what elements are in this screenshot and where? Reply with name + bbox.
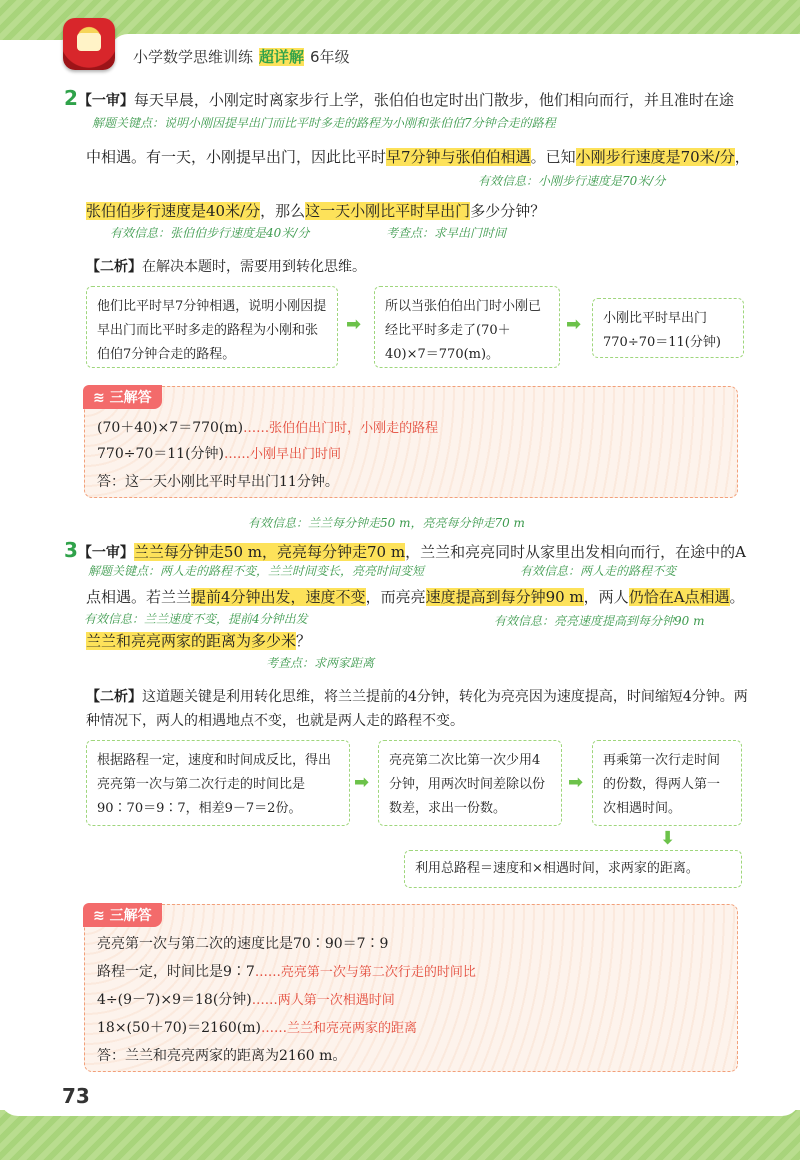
q2-line-3: 张伯伯步行速度是40米/分，那么这一天小刚比平时早出门多少分钟？ (86, 202, 546, 220)
q3-line-3: 兰兰和亮亮两家的距离为多少米？ (86, 632, 312, 650)
book-logo-icon (63, 18, 115, 70)
q3-annotation-distance: 有效信息：两人走的路程不变 (520, 564, 677, 578)
q2-annotation-key: 解题关键点：说明小刚因提早出门而比平时多走的路程为小刚和张伯伯7分钟合走的路程 (92, 116, 556, 130)
arrow-down-icon: ⬇ (660, 828, 676, 849)
q3-analysis-box-4: 利用总路程＝速度和×相遇时间，求两家的距离。 (404, 850, 742, 888)
q3-number: 3 (64, 538, 78, 562)
q3-answer-line-5: 答：兰兰和亮亮两家的距离为2160 m。 (97, 1048, 347, 1064)
q3-analysis-box-3: 再乘第一次行走时间的份数，得两人第一次相遇时间。 (592, 740, 742, 826)
q2-line-2: 中相遇。有一天，小刚提早出门，因此比平时早7分钟与张伯伯相遇。已知小刚步行速度是70米/分， (86, 148, 750, 166)
q3-answer-line-4: 18×(50＋70)＝2160(m)……兰兰和亮亮两家的距离 (97, 1020, 417, 1036)
q3-answer-line-3: 4÷(9－7)×9＝18(分钟)……两人第一次相遇时间 (97, 992, 395, 1008)
q2-line-1: 2【一审】每天早晨，小刚定时离家步行上学，张伯伯也定时出门散步，他们相向而行，并且准时在途 (64, 86, 734, 110)
q2-number: 2 (64, 86, 78, 110)
q2-answer-tab: ≋ 三解答 (83, 385, 162, 409)
q3-annotation-key: 解题关键点：两人走的路程不变，兰兰时间变长，亮亮时间变短 (88, 564, 425, 578)
q3-answer-panel (84, 904, 738, 1072)
header-title (133, 46, 350, 67)
q3-answer-line-1: 亮亮第一次与第二次的速度比是70∶90＝7∶9 (97, 936, 389, 952)
arrow-right-icon: ➡ (566, 314, 582, 335)
q2-analysis-box-1: 他们比平时早7分钟相遇，说明小刚因提早出门而比平时多走的路程为小刚和张伯伯7分钟合走的路程。 (86, 286, 338, 368)
q2-answer-panel (84, 386, 738, 498)
q3-analysis-line-2: 种情况下，两人的相遇地点不变，也就是两人走的路程不变。 (86, 713, 464, 729)
q3-annotation-lanlan: 有效信息：兰兰速度不变，提前4分钟出发 (84, 612, 308, 626)
arrow-right-icon: ➡ (354, 772, 370, 793)
arrow-right-icon: ➡ (346, 314, 362, 335)
q3-analysis-box-2: 亮亮第二次比第一次少用4分钟，用两次时间差除以份数差，求出一份数。 (378, 740, 562, 826)
q3-answer-tab: ≋ 三解答 (83, 903, 162, 927)
edition-label: 超详解 (259, 48, 305, 66)
q3-annotation-liangliang: 有效信息：亮亮速度提高到每分钟90 m (494, 614, 705, 628)
page-number: 73 (62, 1084, 90, 1108)
book-title: 小学数学思维训练 (133, 48, 254, 66)
grade-label: 6年级 (310, 48, 350, 66)
q2-tag: 【一审】 (77, 93, 134, 109)
q2-annotation-speed: 有效信息：小刚步行速度是70米/分 (478, 174, 666, 188)
q3-annotation-speeds: 有效信息：兰兰每分钟走50 m，亮亮每分钟走70 m (248, 516, 525, 530)
q3-annotation-focus: 考查点：求两家距离 (266, 656, 375, 670)
q2-answer-line-1: (70＋40)×7＝770(m)……张伯伯出门时，小刚走的路程 (97, 420, 439, 436)
q3-answer-line-2: 路程一定，时间比是9∶7……亮亮第一次与第二次行走的时间比 (97, 964, 476, 980)
q2-annotation-focus: 考查点：求早出门时间 (386, 226, 507, 240)
arrow-right-icon: ➡ (568, 772, 584, 793)
q2-analysis-box-2: 所以当张伯伯出门时小刚已经比平时多走了(70＋40)×7＝770(m)。 (374, 286, 560, 368)
q3-analysis-box-1: 根据路程一定，速度和时间成反比，得出亮亮第一次与第二次行走的时间比是90∶70＝9∶7，相差9－7＝2份。 (86, 740, 350, 826)
bottom-white-edge (0, 1098, 800, 1116)
q2-answer-line-3: 答：这一天小刚比平时早出门11分钟。 (97, 474, 339, 490)
q3-analysis-line-1: 【二析】这道题关键是利用转化思维，将兰兰提前的4分钟，转化为亮亮因为速度提高，时间缩短4分钟。两 (86, 689, 748, 705)
q2-analysis: 【二析】在解决本题时，需要用到转化思维。 (86, 259, 366, 275)
q2-answer-line-2: 770÷70＝11(分钟)……小刚早出门时间 (97, 446, 342, 462)
q3-line-2: 点相遇。若兰兰提前4分钟出发，速度不变，而亮亮速度提高到每分钟90 m，两人仍恰在A点相遇。 (86, 588, 745, 606)
q3-line-1: 3【一审】兰兰每分钟走50 m，亮亮每分钟走70 m，兰兰和亮亮同时从家里出发相向而行，在途中的A (64, 538, 746, 562)
bottom-decorative-band (0, 1110, 800, 1160)
q2-annotation-zhang-speed: 有效信息：张伯伯步行速度是40米/分 (110, 226, 310, 240)
q2-analysis-box-3: 小刚比平时早出门770÷70＝11(分钟) (592, 298, 744, 358)
